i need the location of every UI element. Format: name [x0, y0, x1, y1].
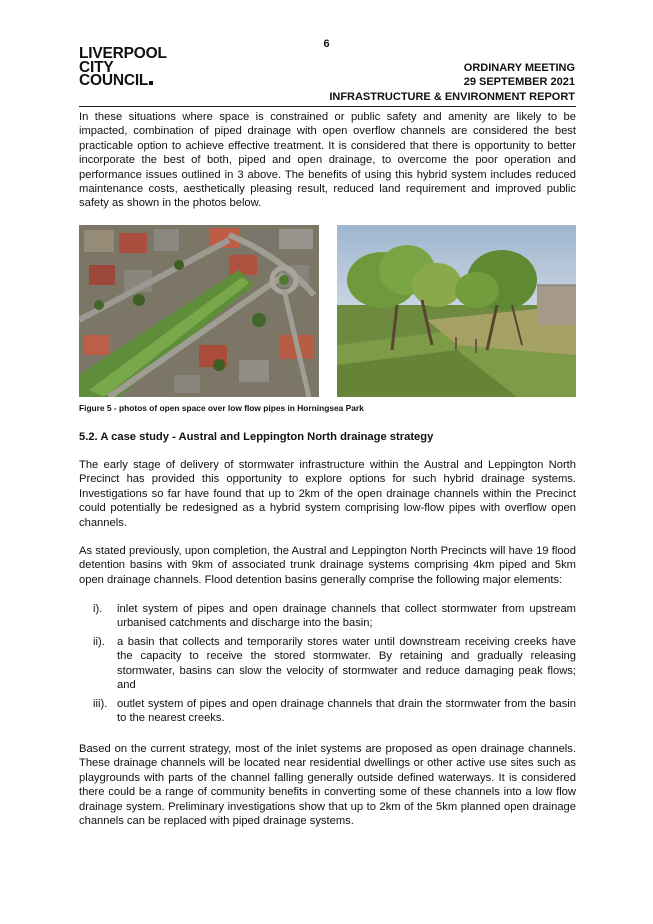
header-divider: [79, 106, 576, 107]
list-item-text: a basin that collects and temporarily stores water until downstream receiving creeks have the capacity to receive the stored stormwater. By retaining and gradually releasing stormwater, basins can slow the velocity of stormwater and reduce damaging peak flows; and: [117, 636, 576, 692]
aerial-photo: [79, 225, 319, 397]
meeting-name: ORDINARY MEETING: [463, 62, 575, 74]
list-item-number: ii).: [93, 636, 105, 648]
meeting-date: 29 SEPTEMBER 2021: [463, 76, 575, 88]
list-item-number: iii).: [93, 698, 108, 710]
logo-line-1: LIVERPOOL: [79, 45, 167, 62]
figure-caption: Figure 5 - photos of open space over low flow pipes in Horningsea Park: [79, 403, 364, 413]
list-item-text: inlet system of pipes and open drainage channels that collect stormwater from upstream urbanised catchments and discharge into the basin;: [117, 603, 576, 630]
park-photo: [337, 225, 576, 397]
logo-line-3: COUNCIL: [79, 74, 167, 88]
logo-line-2: CITY: [79, 58, 114, 76]
case-study-paragraph-1: The early stage of delivery of stormwater infrastructure within the Austral and Leppington North Precinct has provided this opportunity to explore options for such hybrid drainage systems. Investigations so far have found that up to 2km of the open drainage channels within the Precinct could potentially be redesigned as a hybrid system comprising low-flow pipes with overflow open channels.: [79, 459, 576, 529]
list-item-number: i).: [93, 603, 103, 615]
page-number: 6: [323, 38, 330, 50]
case-study-paragraph-2: As stated previously, upon completion, the Austral and Leppington North Precincts will have 19 flood detention basins with 9km of associated trunk drainage systems comprising 4km piped and 5km open drainage channels. Flood detention basins generally comprise the following major elements:: [79, 545, 576, 586]
council-logo: [79, 47, 167, 88]
closing-paragraph: Based on the current strategy, most of the inlet systems are proposed as open drainage channels. These drainage channels will be located near residential dwellings or other active use sites such as playgrounds with parts of the channel falling generally outside defined waterways. It is considered there could be a range of community benefits in converting some of these channels into a low flow drainage system. Preliminary investigations show that up to 2km of the 5km planned open drainage channels can be replaced with piped drainage systems.: [79, 743, 576, 828]
report-title: INFRASTRUCTURE & ENVIRONMENT REPORT: [329, 91, 575, 103]
meeting-header: [464, 61, 575, 89]
section-heading: 5.2. A case study - Austral and Leppington North drainage strategy: [79, 431, 434, 443]
list-item-text: outlet system of pipes and open drainage channels that drain the stormwater from the basin to the nearest creeks.: [117, 698, 576, 725]
intro-paragraph: In these situations where space is constrained or public safety and amenity are likely to be impacted, combination of piped drainage with open overflow channels are considered the best practicable option to achieve effective treatment. It is considered that there is opportunity to better incorporate the best of both, piped and open drainage, to overcome the poor operation and performance issues outlined in 3 above. The benefits of using this hybrid system includes reduced maintenance costs, aesthetically pleasing result, reduced land requirement and improved public safety as shown in the photos below.: [79, 111, 576, 210]
